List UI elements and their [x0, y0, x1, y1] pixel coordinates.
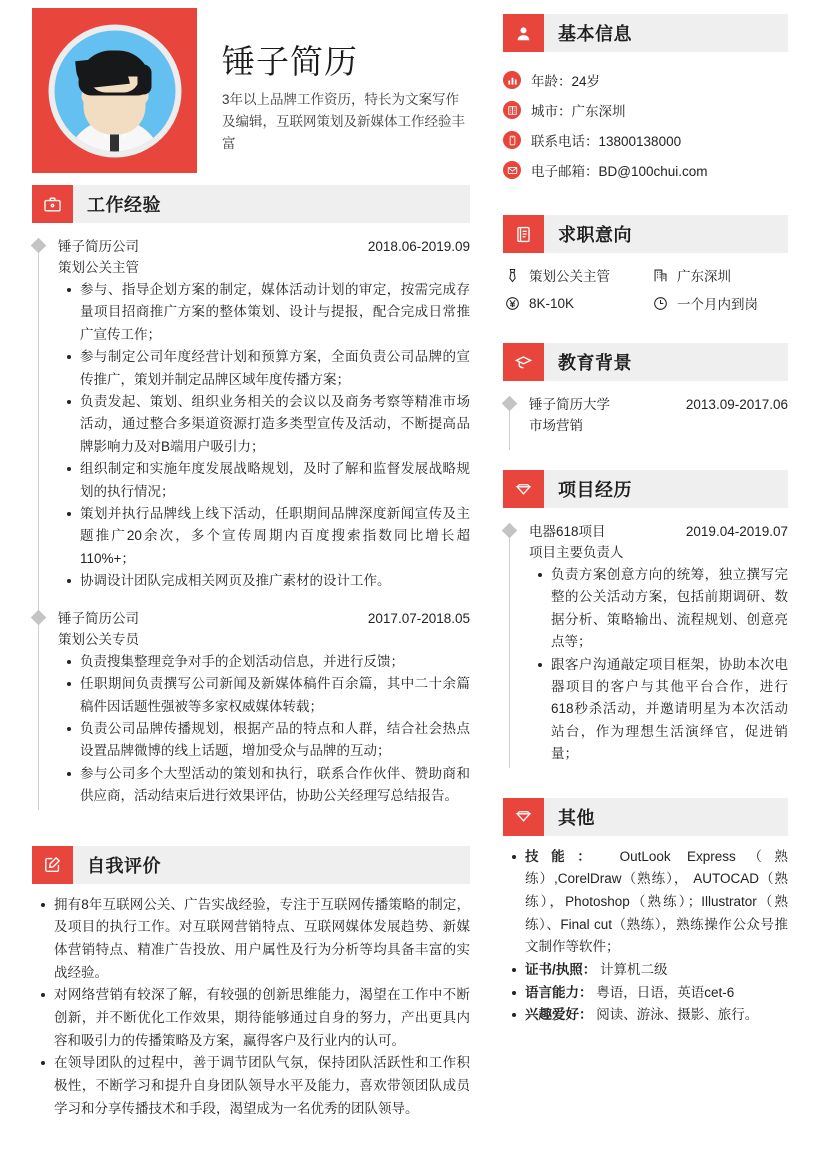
list-item — [503, 95, 788, 125]
section-self-evaluation — [32, 846, 470, 1121]
list-item: 参与公司多个大型活动的策划和执行，联系合作伙伴、赞助商和供应商，活动结束后进行效果评估，协助公关经理写总结报告。 — [80, 763, 470, 808]
section-work-experience — [32, 185, 470, 810]
list-item: 协调设计团队完成相关网页及推广素材的设计工作。 — [80, 570, 470, 592]
job-intent-grid — [503, 265, 788, 313]
job-intent-text: 广东深圳 — [677, 269, 731, 284]
basic-info-text: 联系电话：13800138000 — [531, 134, 682, 149]
job-intent-text: 一个月内到岗 — [677, 297, 758, 312]
city-building-icon — [503, 101, 521, 119]
timeline-diamond-icon — [502, 396, 518, 412]
other-text: OutLook Express（熟练）,CorelDraw（熟练）， AUTOCAD（熟练），Photoshop（熟练）；Illustrator（熟练）、Final cut（熟练），熟练操作公众号推文制作等软件； — [525, 848, 788, 955]
basic-info-text: 年龄：24岁 — [531, 74, 601, 89]
education-entry — [529, 393, 788, 436]
section-header-job-intent — [503, 215, 788, 253]
section-header-other — [503, 798, 788, 836]
project-date: 2019.04-2019.07 — [685, 524, 788, 539]
list-item: 负责搜集整理竞争对手的企划活动信息，并进行反馈； — [80, 651, 470, 673]
education-date: 2013.09-2017.06 — [685, 397, 788, 412]
section-other — [503, 798, 788, 1027]
work-org: 锤子简历公司 — [58, 610, 139, 626]
document-icon — [503, 215, 544, 253]
list-item — [503, 155, 788, 185]
building-icon — [651, 266, 669, 284]
other-text: 计算机二级 — [596, 962, 668, 978]
list-item — [525, 846, 788, 959]
section-header-education — [503, 343, 788, 381]
other-text: 阅读、游泳、摄影、旅行。 — [592, 1007, 759, 1023]
yen-icon — [503, 294, 521, 312]
list-item: 参与制定公司年度经营计划和预算方案，全面负责公司品牌的宣传推广，策划并制定品牌区域年度传播方案； — [80, 346, 470, 391]
name-block — [222, 44, 470, 155]
other-label: 证书/执照： — [525, 962, 597, 978]
timeline-diamond-icon — [31, 238, 47, 254]
avatar-ring — [48, 24, 181, 157]
list-item — [503, 65, 788, 95]
section-title: 工作经验 — [87, 195, 161, 215]
job-intent-text: 策划公关主管 — [529, 269, 610, 284]
section-title: 项目经历 — [558, 480, 632, 500]
list-item: 负责方案创意方向的统筹，独立撰写完整的公关活动方案，包括前期调研、数据分析、策略输出、流程规划、创意亮点等； — [551, 564, 788, 654]
section-header-self-evaluation — [32, 846, 470, 884]
basic-info-text: 城市：广东深圳 — [531, 104, 626, 119]
list-item: 跟客户沟通敲定项目框架，协助本次电器项目的客户与其他平台合作，进行618秒杀活动，并邀请明星为本次活动站台，作为理想生活演绎官，促进销量； — [551, 654, 788, 766]
section-job-intent — [503, 215, 788, 313]
section-education — [503, 343, 788, 450]
work-entry — [58, 607, 470, 810]
basic-info-text: 电子邮箱：BD@100chui.com — [531, 164, 708, 179]
timeline-diamond-icon — [31, 609, 47, 625]
diamond-icon — [503, 470, 544, 508]
section-title: 教育背景 — [558, 353, 632, 373]
avatar-portrait-icon — [54, 30, 175, 151]
section-header-basic-info — [503, 14, 788, 52]
section-title: 自我评价 — [87, 855, 161, 876]
graduation-cap-icon — [503, 343, 544, 381]
edit-note-icon — [32, 846, 73, 884]
mobile-phone-icon — [503, 131, 521, 149]
avatar — [32, 8, 197, 173]
list-item — [503, 265, 651, 285]
resume-header — [32, 0, 470, 185]
work-date: 2018.06-2019.09 — [367, 239, 470, 254]
list-item: 任职期间负责撰写公司新闻及新媒体稿件百余篇，其中二十余篇稿件因话题性强被等多家权威媒体转载； — [80, 673, 470, 718]
list-item — [525, 959, 788, 982]
work-bullets — [58, 651, 470, 808]
education-org: 锤子简历大学 — [529, 397, 610, 412]
list-item — [503, 125, 788, 155]
work-org: 锤子简历公司 — [58, 239, 139, 254]
section-projects — [503, 470, 788, 768]
section-title: 基本信息 — [558, 24, 632, 44]
section-basic-info — [503, 14, 788, 185]
list-item: 负责发起、策划、组织业务相关的会议以及商务考察等精准市场活动，通过整合多渠道资源打造多类型宣传及活动，不断提高品牌影响力及对B端用户吸引力； — [80, 391, 470, 458]
other-list — [503, 846, 788, 1027]
list-item — [503, 293, 651, 313]
list-item — [651, 293, 788, 313]
list-item: 拥有8年互联网公关、广告实战经验，专注于互联网传播策略的制定，及项目的执行工作。对互联网营销特点、互联网媒体发展趋势、新媒体营销特点、精准广告投放、用户属性及行为分析等均具备丰富的实战经验。 — [54, 894, 470, 985]
project-name: 电器618项目 — [529, 524, 606, 539]
list-item — [651, 265, 788, 285]
list-item — [525, 1004, 788, 1027]
work-entry — [58, 235, 470, 595]
work-role: 策划公关专员 — [58, 631, 139, 647]
list-item: 在领导团队的过程中，善于调节团队气氛，保持团队活跃性和工作积极性，不断学习和提升自身团队领导水平及能力，喜欢带领团队成员学习和分享传播技术和手段，渴望成为一名优秀的团队领导。 — [54, 1052, 470, 1120]
section-title: 求职意向 — [558, 225, 632, 245]
other-label: 兴趣爱好： — [525, 1007, 593, 1023]
person-icon — [503, 14, 544, 52]
clock-icon — [651, 294, 669, 312]
self-evaluation-bullets — [32, 894, 470, 1121]
section-header-work-experience — [32, 185, 470, 223]
right-column — [503, 0, 788, 1027]
diamond-icon — [503, 798, 544, 836]
work-date: 2017.07-2018.05 — [367, 610, 470, 626]
work-timeline — [32, 235, 470, 810]
page-title: 锤子简历 — [222, 43, 358, 80]
project-bullets — [529, 564, 788, 766]
list-item: 组织制定和实施年度发展战略规划，及时了解和监督发展战略规划的执行情况； — [80, 458, 470, 503]
projects-timeline — [503, 520, 788, 768]
other-text: 粤语，日语，英语cet-6 — [592, 984, 735, 1000]
basic-info-list — [503, 65, 788, 185]
chart-bar-icon — [503, 71, 521, 89]
other-label: 语言能力： — [525, 984, 593, 1000]
other-label: 技能： — [525, 848, 604, 864]
education-timeline — [503, 393, 788, 450]
list-item: 策划并执行品牌线上线下活动，任职期间品牌深度新闻宣传及主题推广20余次，多个宣传周期内百度搜索指数同比增长超110%+； — [80, 503, 470, 570]
section-header-projects — [503, 470, 788, 508]
briefcase-icon — [32, 185, 73, 223]
list-item: 负责公司品牌传播规划，根据产品的特点和人群，结合社会热点设置品牌微博的线上话题，增加受众与品牌的互动； — [80, 718, 470, 763]
profile-tagline: 3年以上品牌工作资历，特长为文案写作及编辑，互联网策划及新媒体工作经验丰富 — [222, 92, 465, 152]
section-title: 其他 — [558, 807, 595, 828]
left-column — [32, 0, 470, 1120]
project-role: 项目主要负责人 — [529, 545, 624, 560]
timeline-diamond-icon — [502, 523, 518, 539]
education-major: 市场营销 — [529, 418, 583, 433]
envelope-icon — [503, 161, 521, 179]
list-item: 对网络营销有较深了解，有较强的创新思维能力，渴望在工作中不断创新，并不断优化工作效果，期待能够通过自身的努力，产出更具内容和吸引力的传播策略及方案，赢得客户及行业内的认可。 — [54, 984, 470, 1052]
necktie-icon — [503, 266, 521, 284]
work-bullets — [58, 279, 470, 593]
project-entry — [529, 520, 788, 768]
job-intent-text: 8K-10K — [529, 295, 575, 311]
list-item — [525, 982, 788, 1005]
work-role: 策划公关主管 — [58, 260, 139, 275]
list-item: 参与、指导企划方案的制定，媒体活动计划的审定，按需完成存量项目招商推广方案的整体策划、设计与提报，配合完成日常推广宣传工作； — [80, 279, 470, 346]
